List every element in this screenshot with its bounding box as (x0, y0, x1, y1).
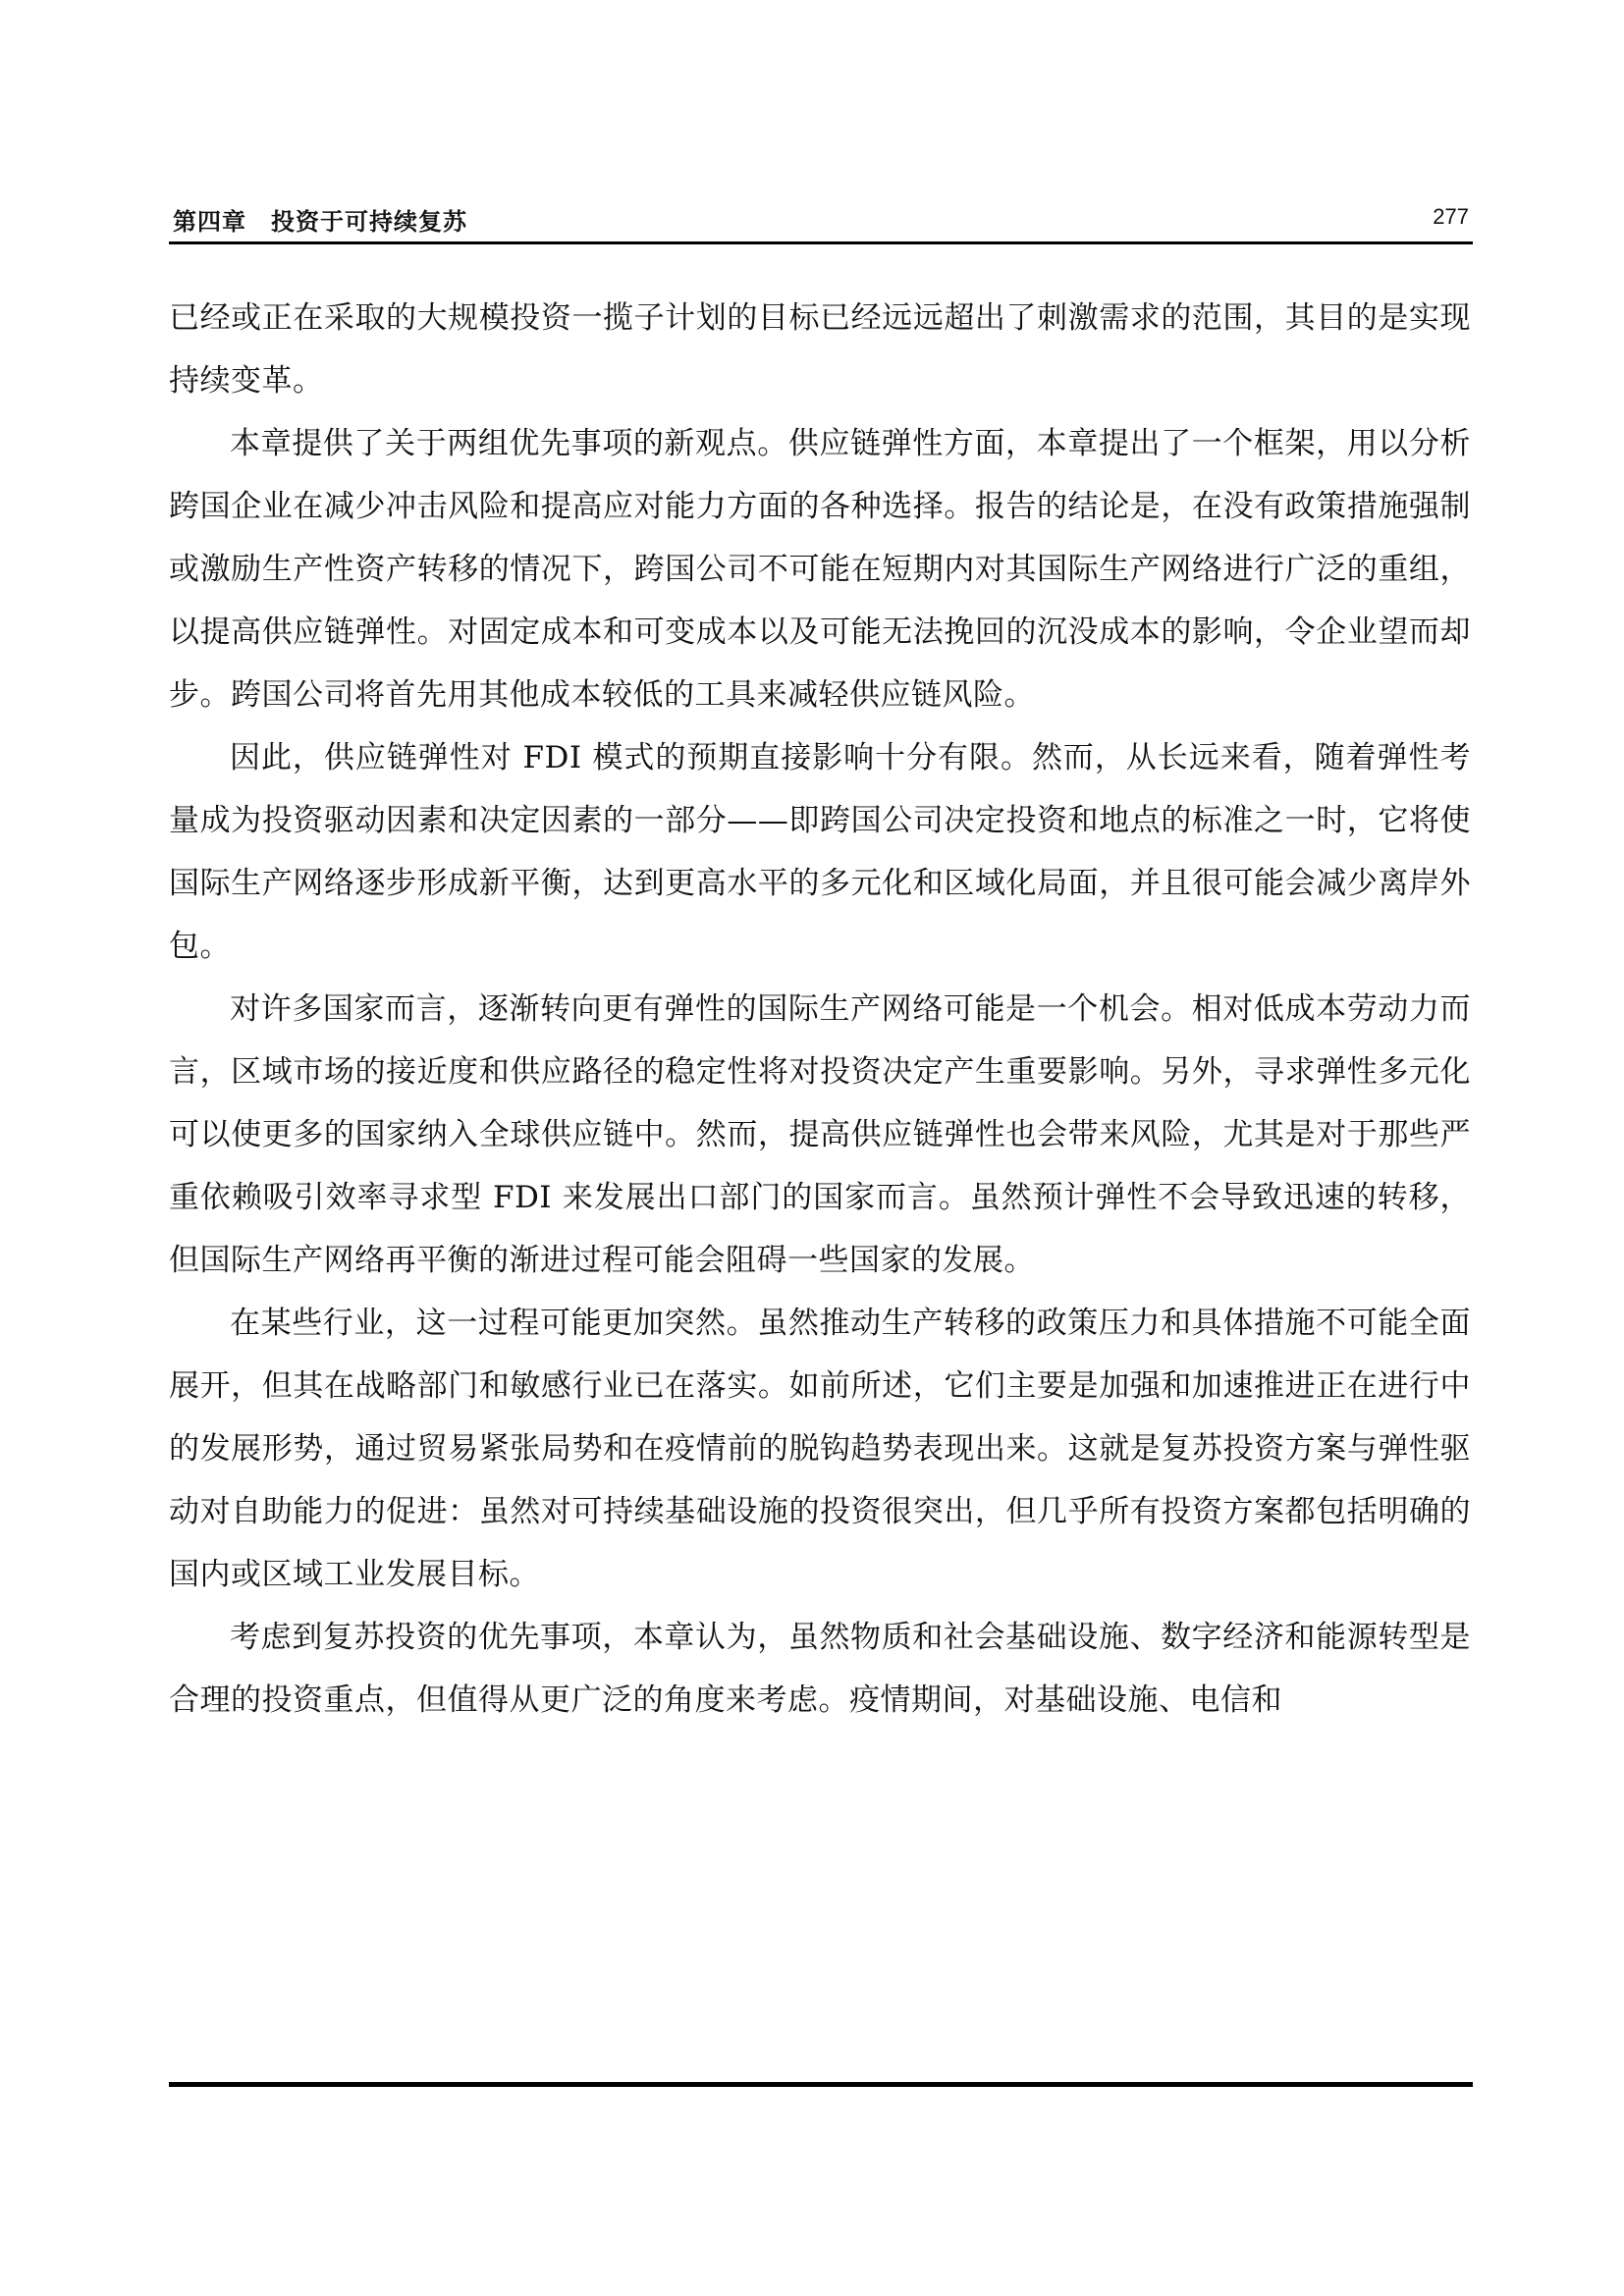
paragraph: 因此，供应链弹性对 FDI 模式的预期直接影响十分有限。然而，从长远来看，随着弹性考量成为投资驱动因素和决定因素的一部分——即跨国公司决定投资和地点的标准之一时，它将使国际生产网络逐步形成新平衡，达到更高水平的多元化和区域化局面，并且很可能会减少离岸外包。 (169, 740, 1471, 964)
paragraph: 考虑到复苏投资的优先事项，本章认为，虽然物质和社会基础设施、数字经济和能源转型是合理的投资重点，但值得从更广泛的角度来考虑。疫情期间，对基础设施、电信和 (169, 1620, 1471, 1718)
page-number: 277 (1433, 204, 1469, 229)
body-text (169, 287, 1471, 1732)
footer-divider (169, 2082, 1473, 2087)
header-divider (169, 241, 1473, 244)
chapter-title: 第四章 投资于可持续复苏 (173, 208, 467, 236)
paragraph: 在某些行业，这一过程可能更加突然。虽然推动生产转移的政策压力和具体措施不可能全面展开，但其在战略部门和敏感行业已在落实。如前所述，它们主要是加强和加速推进正在进行中的发展形势，通过贸易紧张局势和在疫情前的脱钩趋势表现出来。这就是复苏投资方案与弹性驱动对自助能力的促进：虽然对可持续基础设施的投资很突出，但几乎所有投资方案都包括明确的国内或区域工业发展目标。 (169, 1306, 1471, 1592)
running-header (169, 200, 1473, 240)
paragraph: 对许多国家而言，逐渐转向更有弹性的国际生产网络可能是一个机会。相对低成本劳动力而言，区域市场的接近度和供应路径的稳定性将对投资决定产生重要影响。另外，寻求弹性多元化可以使更多的国家纳入全球供应链中。然而，提高供应链弹性也会带来风险，尤其是对于那些严重依赖吸引效率寻求型 FDI 来发展出口部门的国家而言。虽然预计弹性不会导致迅速的转移，但国际生产网络再平衡的渐进过程可能会阻碍一些国家的发展。 (169, 991, 1471, 1278)
paragraph: 已经或正在采取的大规模投资一揽子计划的目标已经远远超出了刺激需求的范围，其目的是实现持续变革。 (169, 300, 1471, 399)
paragraph: 本章提供了关于两组优先事项的新观点。供应链弹性方面，本章提出了一个框架，用以分析跨国企业在减少冲击风险和提高应对能力方面的各种选择。报告的结论是，在没有政策措施强制或激励生产性资产转移的情况下，跨国公司不可能在短期内对其国际生产网络进行广泛的重组，以提高供应链弹性。对固定成本和可变成本以及可能无法挽回的沉没成本的影响，令企业望而却步。跨国公司将首先用其他成本较低的工具来减轻供应链风险。 (169, 426, 1471, 713)
